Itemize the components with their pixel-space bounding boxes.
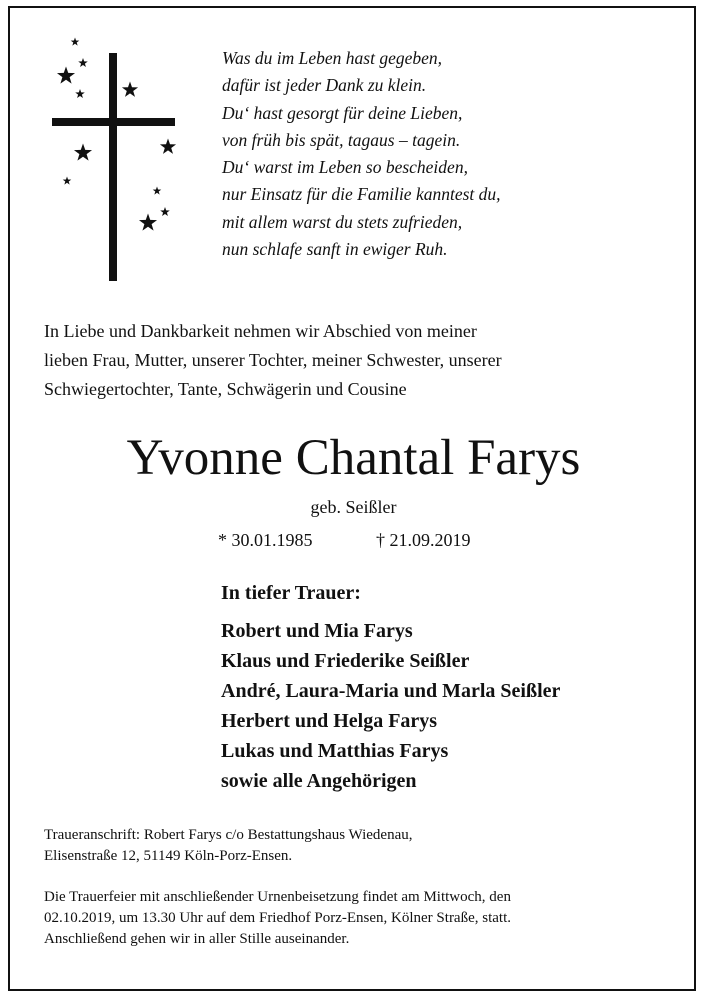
mourner-name: André, Laura-Maria und Marla Seißler [221,680,561,702]
poem-line: Du‘ hast gesorgt für deine Lieben, [222,102,463,123]
service-info [44,887,511,950]
mourner-name: sowie alle Angehörigen [221,770,417,792]
mourner-name: Herbert und Helga Farys [221,710,438,732]
birth-date: * 30.01.1985 [218,530,313,550]
service-line: Anschließend gehen wir in aller Stille auseinander. [44,931,350,947]
address-line: Elisenstraße 12, 51149 Köln-Porz-Ensen. [44,848,293,864]
address-line: Traueranschrift: Robert Farys c/o Bestattungshaus Wiedenau, [44,827,413,843]
intro-line: Schwiegertochter, Tante, Schwägerin und Cousine [44,379,407,399]
service-line: 02.10.2019, um 13.30 Uhr auf dem Friedhof Porz-Ensen, Kölner Straße, statt. [44,910,511,926]
intro-line: In Liebe und Dankbarkeit nehmen wir Abschied von meiner [44,321,477,341]
mourner-list [221,616,560,796]
mourning-heading: In tiefer Trauer: [221,582,361,604]
poem-line: Du‘ warst im Leben so bescheiden, [222,157,468,178]
intro-text [44,317,502,404]
poem-line: von früh bis spät, tagaus – tagein. [222,129,461,150]
death-date: † 21.09.2019 [376,530,471,550]
poem-line: dafür ist jeder Dank zu klein. [222,75,427,96]
service-line: Die Trauerfeier mit anschließender Urnenbeisetzung findet am Mittwoch, den [44,889,511,905]
mourner-name: Lukas und Matthias Farys [221,740,449,762]
poem [222,45,501,263]
intro-line: lieben Frau, Mutter, unserer Tochter, meiner Schwester, unserer [44,350,502,370]
poem-line: nun schlafe sanft in ewiger Ruh. [222,239,448,260]
mourning-address [44,825,413,867]
mourner-name: Klaus und Friederike Seißler [221,650,470,672]
cross-with-stars-icon [50,34,185,286]
maiden-name: geb. Seißler [310,497,397,517]
poem-line: Was du im Leben hast gegeben, [222,48,443,68]
mourner-name: Robert und Mia Farys [221,620,413,642]
poem-line: mit allem warst du stets zufrieden, [222,211,463,232]
deceased-name: Yvonne Chantal Farys [126,430,581,486]
poem-line: nur Einsatz für die Familie kanntest du, [222,184,501,205]
